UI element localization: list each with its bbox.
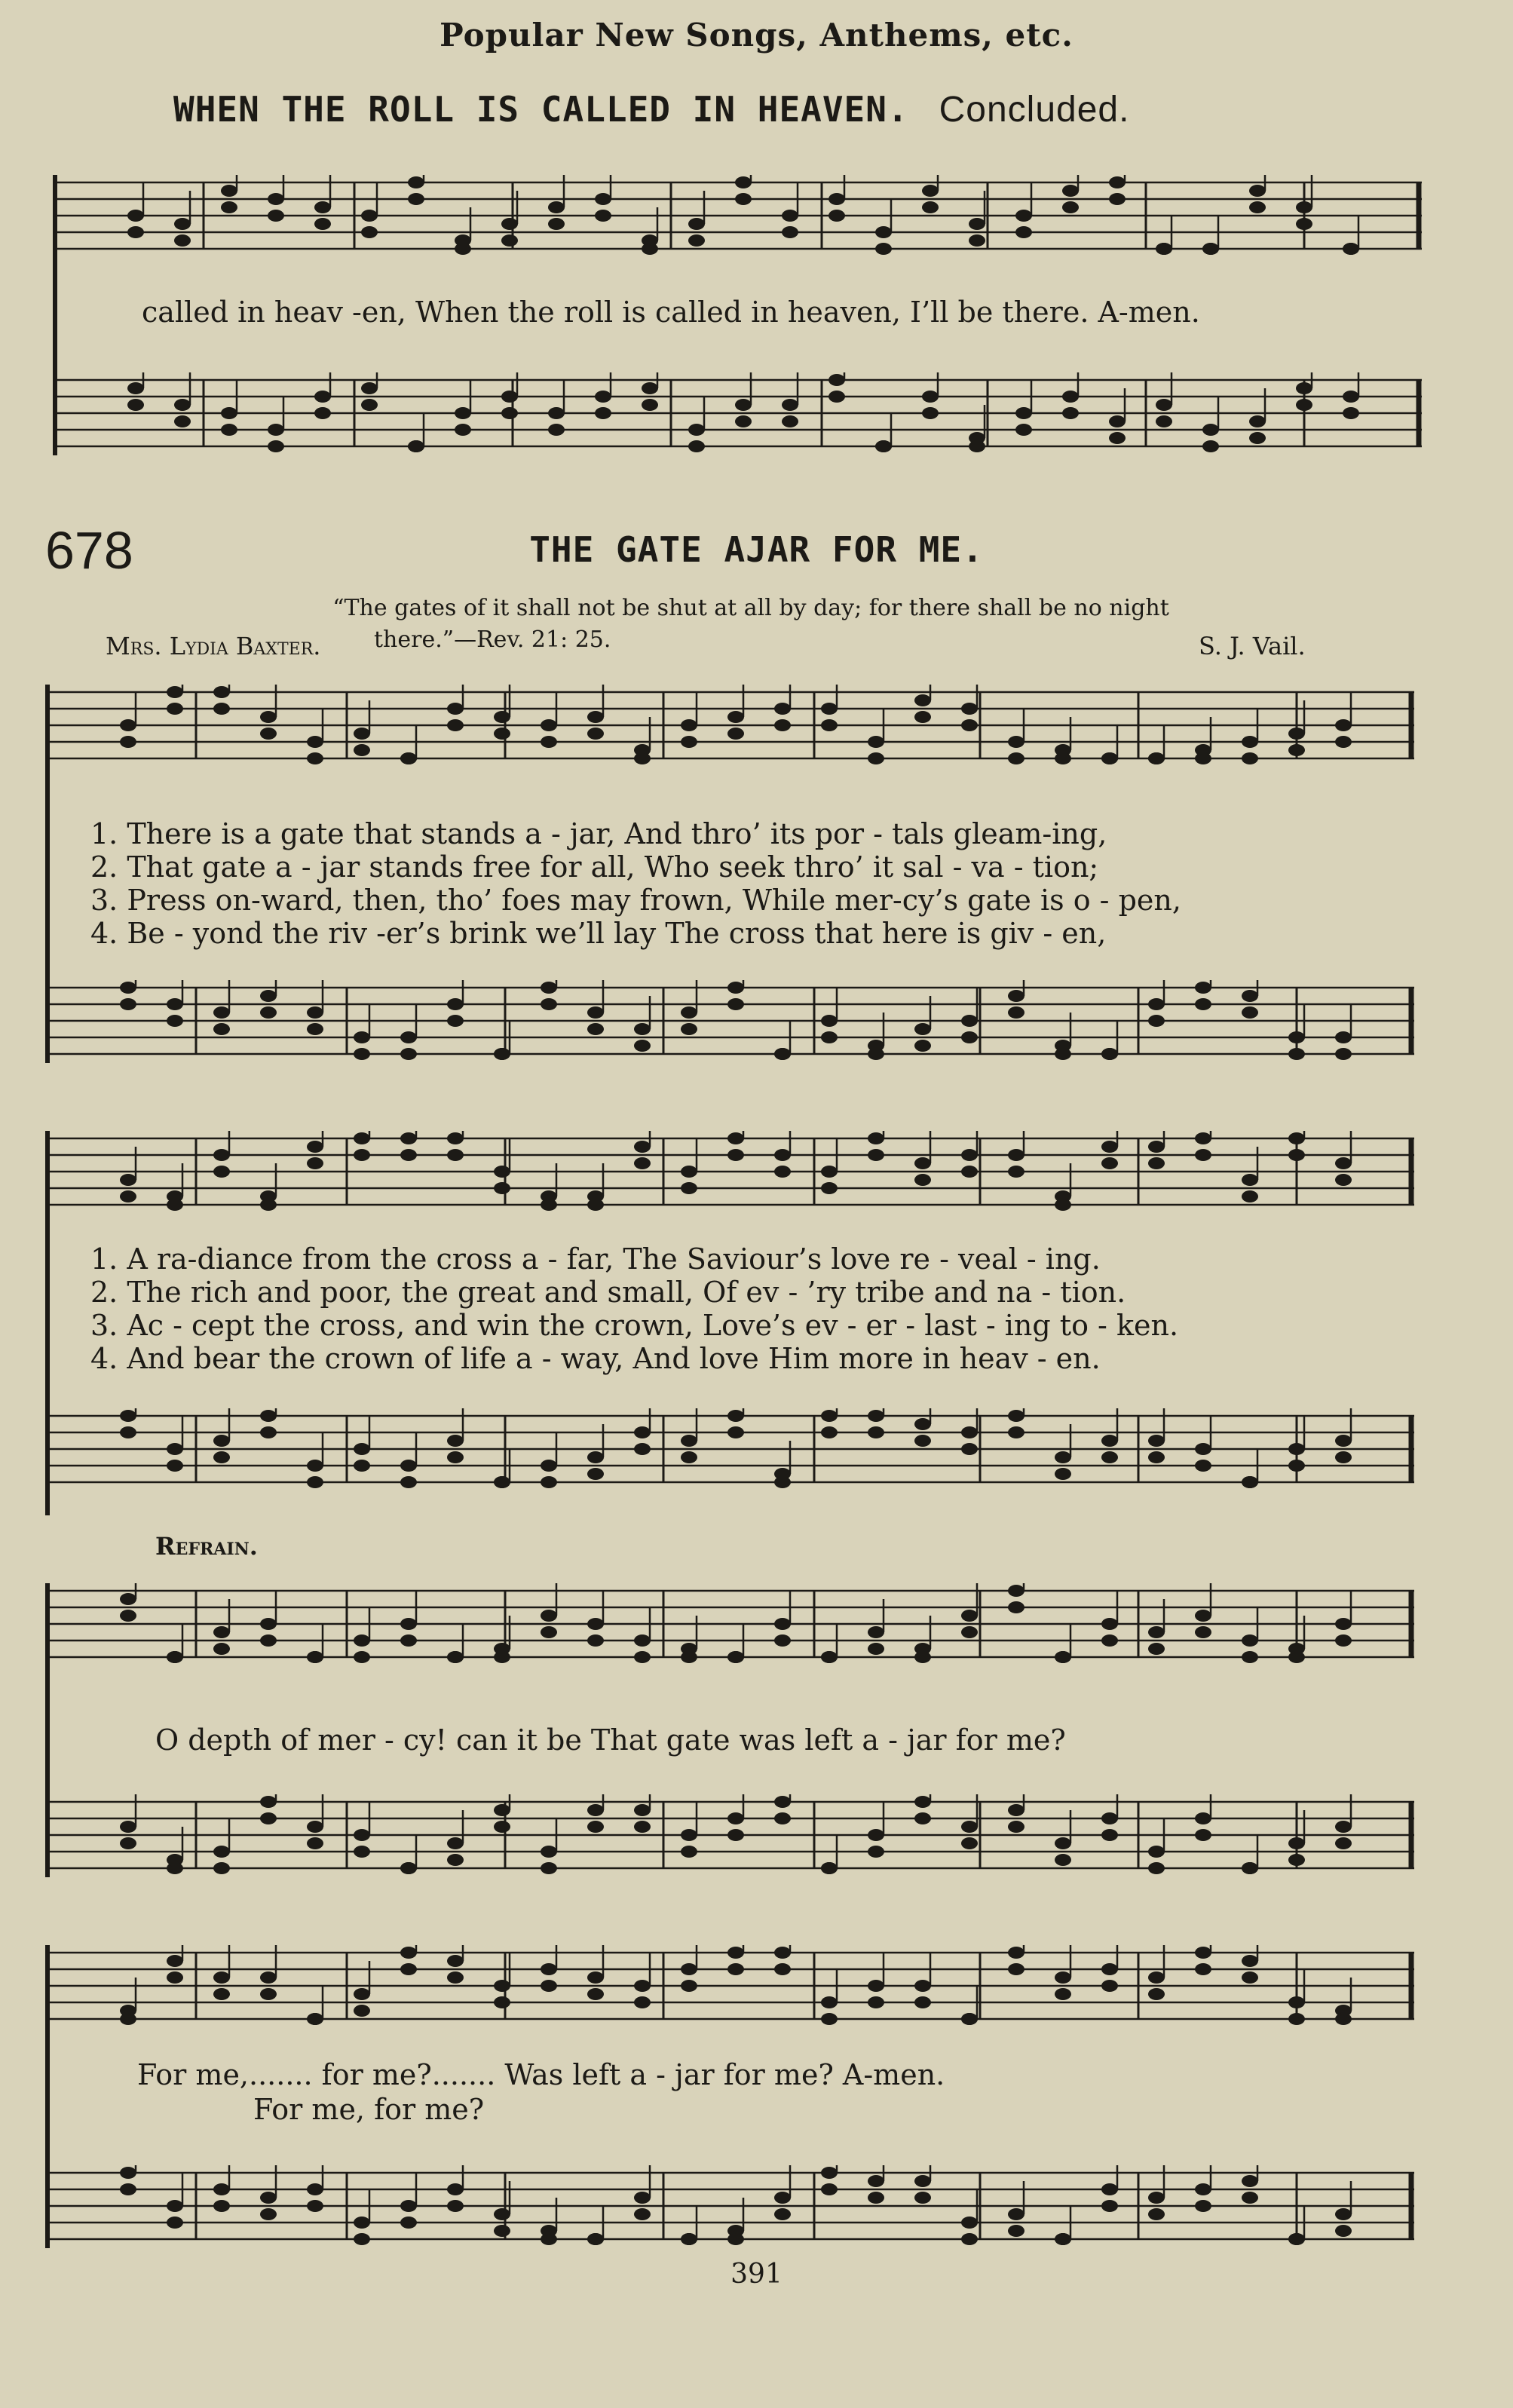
treble-staff bbox=[45, 1583, 1416, 1666]
coda-lyrics: For me,....... for me?....... Was left a - jar for me? A-men. bbox=[137, 2058, 945, 2091]
epigraph bbox=[216, 593, 1286, 656]
hymn-title: THE GATE AJAR FOR ME. bbox=[529, 529, 984, 570]
lyric-line: called in heav -en, When the roll is called in heaven, I’ll be there. A-men. bbox=[142, 296, 1200, 329]
epigraph-line: “The gates of it shall not be shut at all by day; for there shall be no night bbox=[332, 595, 1169, 621]
refrain-label: Refrain. bbox=[155, 1532, 258, 1561]
bass-staff bbox=[53, 372, 1423, 455]
verse-4-line-a: 4. Be - yond the riv -er’s brink we’ll lay The cross that here is giv - en, bbox=[90, 917, 1107, 950]
composer: S. J. Vail. bbox=[1199, 632, 1306, 660]
verse-4-line-b: 4. And bear the crown of life a - way, And love Him more in heav - en. bbox=[90, 1342, 1101, 1375]
verse-2-line-b: 2. The rich and poor, the great and small, Of ev - ’ry tribe and na - tion. bbox=[90, 1276, 1126, 1309]
author: Mrs. Lydia Baxter. bbox=[106, 632, 321, 660]
previous-hymn-title-text: WHEN THE ROLL IS CALLED IN HEAVEN. bbox=[173, 89, 909, 130]
verse-2-line-a: 2. That gate a - jar stands free for all, Who seek thro’ it sal - va - tion; bbox=[90, 850, 1099, 884]
hymn-number: 678 bbox=[45, 521, 133, 580]
concluded-label: Concluded. bbox=[939, 90, 1130, 130]
coda-echo-lyrics: For me, for me? bbox=[253, 2093, 485, 2126]
bass-staff bbox=[45, 2165, 1416, 2248]
treble-staff bbox=[53, 175, 1423, 258]
treble-staff bbox=[45, 685, 1416, 767]
refrain-lyrics: O depth of mer - cy! can it be That gate was left a - jar for me? bbox=[155, 1723, 1066, 1757]
previous-hymn-title bbox=[173, 89, 1304, 130]
running-head: Popular New Songs, Anthems, etc. bbox=[440, 17, 1073, 54]
bass-staff bbox=[45, 1408, 1416, 1491]
treble-staff bbox=[45, 1131, 1416, 1214]
page-number: 391 bbox=[730, 2259, 783, 2290]
verse-3-line-a: 3. Press on-ward, then, tho’ foes may frown, While mer-cy’s gate is o - pen, bbox=[90, 884, 1181, 917]
verse-1-line-b: 1. A ra-diance from the cross a - far, The Saviour’s love re - veal - ing. bbox=[90, 1242, 1101, 1276]
verse-1-line-a: 1. There is a gate that stands a - jar, And thro’ its por - tals gleam-ing, bbox=[90, 817, 1107, 850]
epigraph-line: there.”—Rev. 21: 25. bbox=[374, 627, 611, 653]
bass-staff bbox=[45, 1794, 1416, 1877]
treble-staff bbox=[45, 1945, 1416, 2028]
bass-staff bbox=[45, 980, 1416, 1063]
verse-3-line-b: 3. Ac - cept the cross, and win the crown, Love’s ev - er - last - ing to - ken. bbox=[90, 1309, 1179, 1342]
